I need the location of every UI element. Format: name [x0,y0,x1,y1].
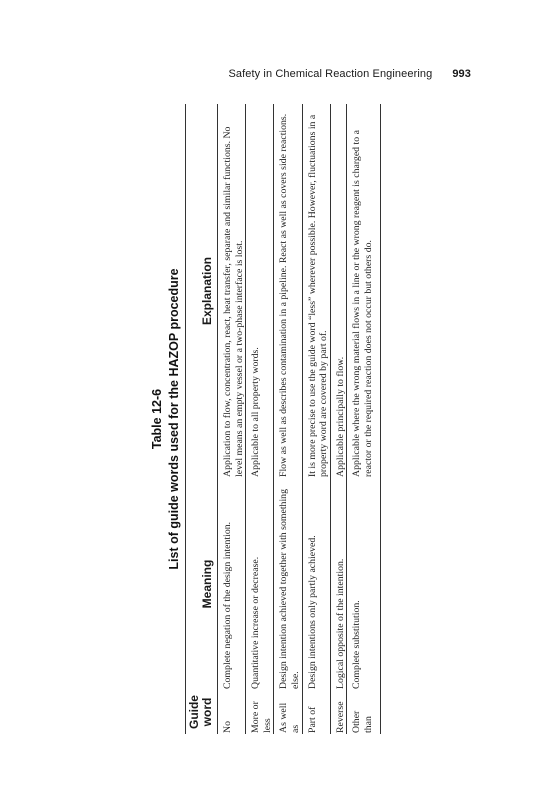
meaning-cell: Design intentions only partly achieved. [302,478,330,690]
table-row [246,104,274,734]
table-row [274,104,302,734]
column-header-explanation: Explanation [186,104,218,478]
table-row [218,104,246,734]
rotated-table-area [148,104,430,734]
table-header-row [186,104,218,734]
table-row [330,104,347,734]
landscape-table-block [148,104,430,734]
guide-word-cell: As well as [274,690,302,734]
table-title: List of guide words used for the HAZOP procedure [167,268,181,570]
explanation-cell: It is more precise to use the guide word “less” wherever possible. However, fluctuations in a property word are covered by part of. [302,104,330,478]
meaning-cell: Quantitative increase or decrease. [246,478,274,690]
guide-word-cell: Other than [347,690,380,734]
table-row [347,104,380,734]
column-header-guide-word: Guide word [186,690,218,734]
meaning-cell: Logical opposite of the intention. [330,478,347,690]
page-number: 993 [452,68,471,80]
guide-word-cell: Part of [302,690,330,734]
explanation-cell: Applicable to all property words. [246,104,274,478]
running-head [0,68,471,80]
meaning-cell: Complete substitution. [347,478,380,690]
guide-word-cell: More or less [246,690,274,734]
hazop-guide-words-table [185,104,381,734]
explanation-cell: Flow as well as describes contamination in a pipeline. React as well as covers side reactions. [274,104,302,478]
guide-word-cell: No [222,721,233,733]
table-row [302,104,330,734]
table-number: Table 12-6 [150,388,164,450]
guide-word-cell: Reverse [330,690,347,734]
explanation-cell: Applicable where the wrong material flows in a line or the wrong reagent is charged to a reactor or the required reaction does not occur but others do. [347,104,380,478]
running-title: Safety in Chemical Reaction Engineering [228,68,433,80]
explanation-cell: Applicable principally to flow. [330,104,347,478]
meaning-cell: Design intention achieved together with something else. [274,478,302,690]
meaning-cell: Complete negation of the design intention. [222,521,233,689]
column-header-meaning: Meaning [186,478,218,690]
explanation-cell: Application to flow, concentration, react, heat transfer, separate and similar functions. No level means an empty vessel or a two-phase interface is lost. [222,126,245,477]
